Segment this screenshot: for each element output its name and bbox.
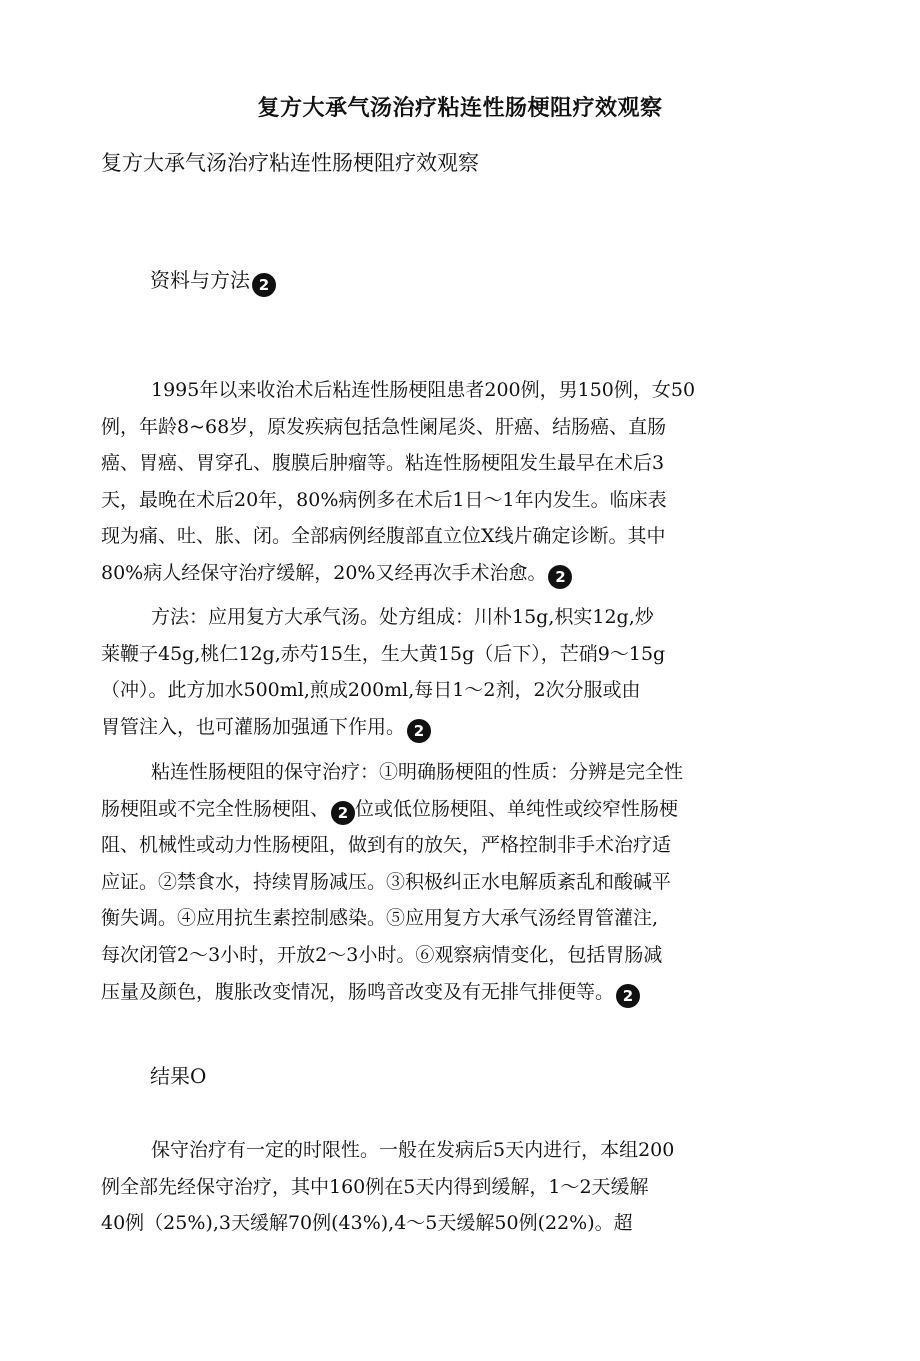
text-line: 例全部先经保守治疗，其中160例在5天内得到缓解，1～2天缓解	[101, 1175, 649, 1198]
methods-heading	[150, 264, 276, 297]
text-line: 天，最晚在术后20年，80%病例多在术后1日～1年内发生。临床表	[101, 488, 667, 511]
text-line: 保守治疗有一定的时限性。一般在发病后5天内进行，本组200	[151, 1139, 675, 1161]
text-line: （冲）。此方加水500ml,煎成200ml,每日1～2剂，2次分服或由	[101, 679, 641, 702]
text-line: 衡失调。④应用抗生素控制感染。⑤应用复方大承气汤经胃管灌注,	[101, 907, 659, 930]
text-line-with-ref	[101, 974, 781, 1011]
text-line: 例，年龄8~68岁，原发疾病包括急性阑尾炎、肝癌、结肠癌、直肠	[101, 415, 667, 438]
paragraph-patients	[101, 372, 781, 592]
results-heading: 结果O	[150, 1064, 207, 1088]
text-fragment: 位或低位肠梗阻、单纯性或绞窄性肠梗	[355, 797, 679, 820]
text-line: 方法：应用复方大承气汤。处方组成：川朴15g,枳实12g,炒	[151, 606, 654, 628]
text-line: 每次闭管2～3小时，开放2～3小时。⑥观察病情变化，包括胃肠减	[101, 943, 663, 966]
text-line: 粘连性肠梗阻的保守治疗：①明确肠梗阻的性质：分辨是完全性	[151, 761, 684, 783]
text-fragment: 压量及颜色，腹胀改变情况，肠鸣音改变及有无排气排便等。	[101, 980, 615, 1003]
document-subtitle: 复方大承气汤治疗粘连性肠梗阻疗效观察	[101, 151, 479, 175]
reference-marker-icon: 2	[548, 565, 572, 589]
reference-marker-icon: 2	[252, 273, 276, 297]
text-line: 莱鞭子45g,桃仁12g,赤芍15生，生大黄15g（后下），芒硝9～15g	[101, 642, 666, 665]
document-title: 复方大承气汤治疗粘连性肠梗阻疗效观察	[257, 96, 663, 121]
text-fragment: 肠梗阻或不完全性肠梗阻、	[101, 797, 330, 820]
text-fragment: 80%病人经保守治疗缓解，20%又经再次手术治愈。	[101, 561, 547, 584]
text-line: 1995年以来收治术后粘连性肠梗阻患者200例，男150例，女50	[151, 379, 696, 401]
reference-marker-icon: 2	[616, 984, 640, 1008]
methods-heading-text: 资料与方法	[150, 268, 250, 292]
text-line: 癌、胃癌、胃穿孔、腹膜后肿瘤等。粘连性肠梗阻发生最早在术后3	[101, 452, 665, 475]
text-line-with-ref	[101, 791, 781, 828]
text-line: 应证。②禁食水，持续胃肠减压。③积极纠正水电解质紊乱和酸碱平	[101, 870, 672, 893]
reference-marker-icon: 2	[407, 719, 431, 743]
text-line-with-ref	[101, 709, 781, 746]
paragraph-method	[101, 599, 781, 745]
text-line-with-ref	[101, 555, 781, 592]
reference-marker-icon: 2	[331, 801, 355, 825]
text-line: 阻、机械性或动力性肠梗阻，做到有的放矢，严格控制非手术治疗适	[101, 834, 672, 857]
text-line: 现为痛、吐、胀、闭。全部病例经腹部直立位X线片确定诊断。其中	[101, 525, 666, 548]
paragraph-results	[101, 1132, 781, 1242]
paragraph-conservative-treatment	[101, 754, 781, 1010]
text-line: 40例（25%),3天缓解70例(43%),4～5天缓解50例(22%)。超	[101, 1212, 633, 1235]
text-fragment: 胃管注入，也可灌肠加强通下作用。	[101, 715, 406, 738]
